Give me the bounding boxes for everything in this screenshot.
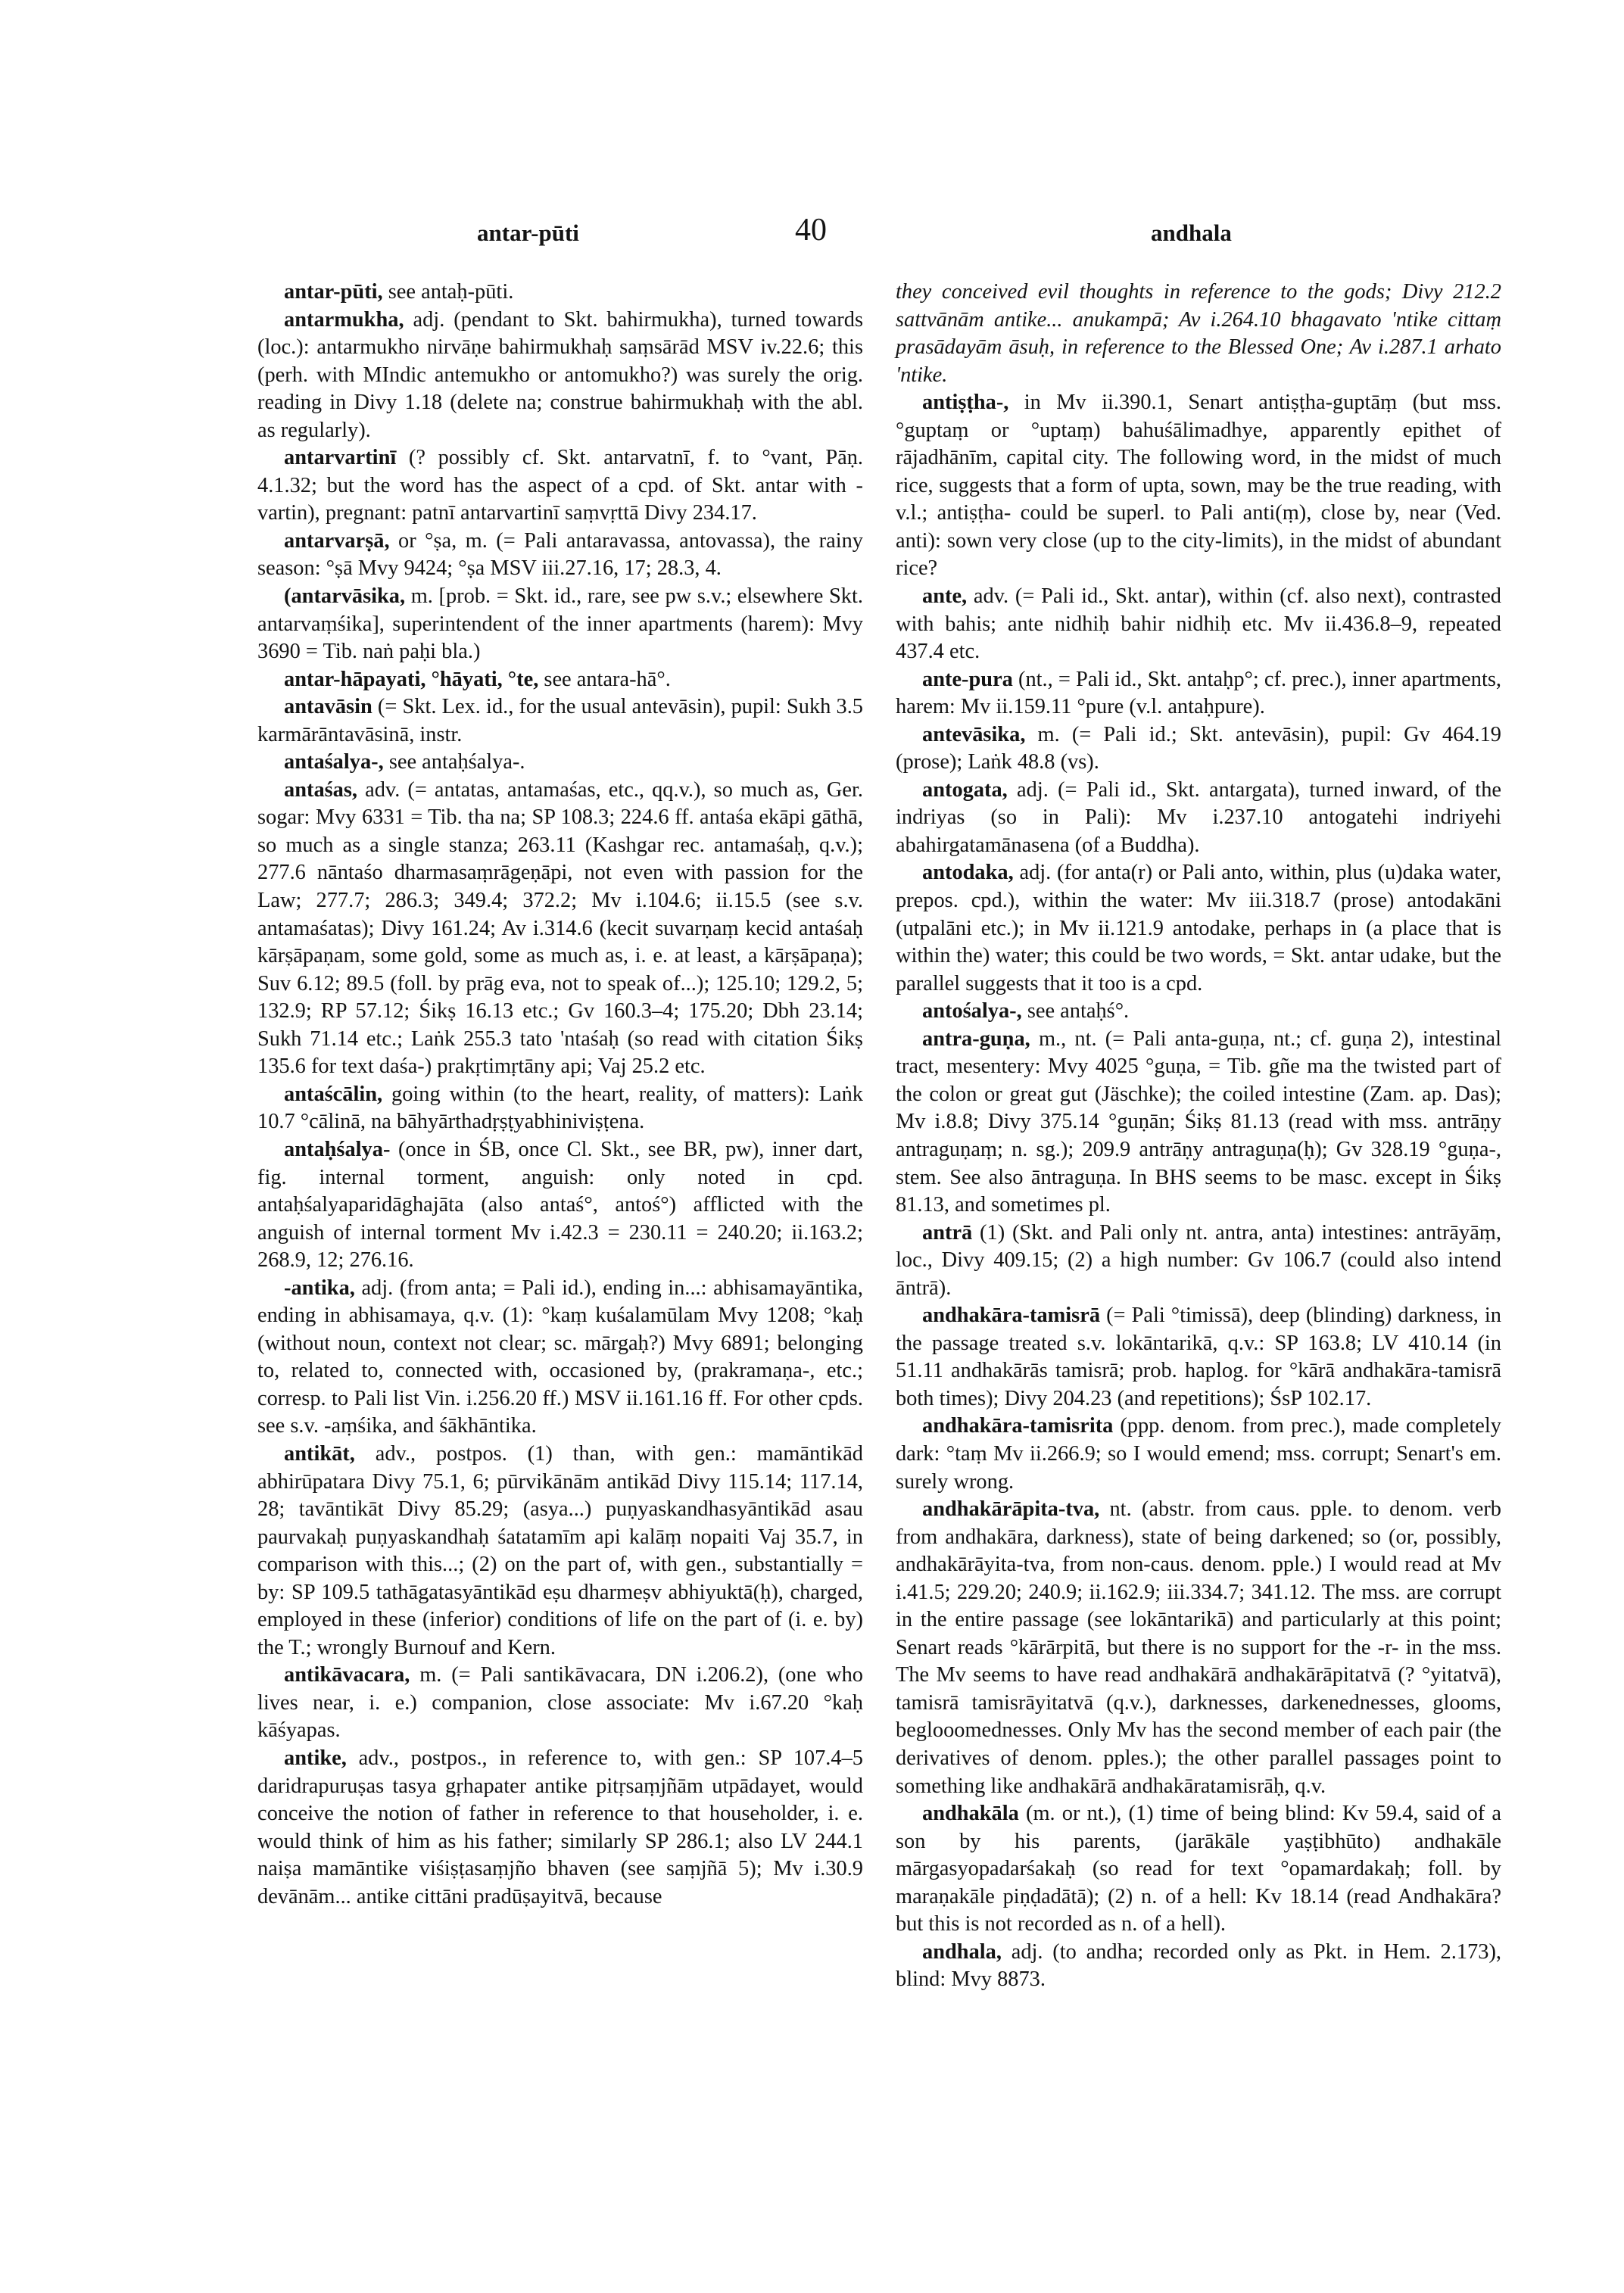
headword: antikāt, [284,1441,355,1466]
dictionary-entry [896,1220,1501,1303]
headword: antra-guṇa, [922,1027,1030,1051]
entry-text: adv. (= antatas, antamaśas, etc., qq.v.), so much as, Ger. sogar: Mvy 6331 = Tib. tha na; SP 108.3; 224.6 ff. antaśa ekāpi gāthā, so much as a single stanza; 263.11 (Kashgar rec. antamaśaḥ, q.v.); 277.6 nāntaśo dharmasaṃrāgeṇāpi, not even with passion for the Law; 277.7; 286.3; 349.4; 372.2; Mv i.104.6; ii.15.5 (see s.v. antamaśatas); Divy 161.24; Av i.314.6 (kecit suvarṇaṃ kecid antaśaḥ kārṣāpaṇam, some gold, some as much as, i. e. at least, a kārṣāpaṇa); Suv 6.12; 89.5 (foll. by prāg eva, not to speak of...); 125.10; 129.2, 5; 132.9; RP 57.12; Śikṣ 16.13 etc.; Gv 160.3–4; 175.20; Dbh 23.14; Sukh 71.14 etc.; Laṅk 255.3 tato 'ntaśaḥ (so read with citation Śikṣ 135.6 for text daśa-) prakṛtimṛtāny api; Vaj 25.2 etc. [257,777,863,1079]
headword: antike, [284,1746,347,1770]
entry-text: m. [prob. = Skt. id., rare, see pw s.v.; elsewhere Skt. antarvaṃśika], superintendent of the inner apartments (harem): Mvy 3690 = Tib. naṅ paḥi bla.) [257,584,863,664]
left-column [257,279,863,1911]
dictionary-entry [257,749,863,777]
headword: antaśas, [284,777,358,802]
headword: ante-pura [922,667,1013,691]
entry-text: adj. (for anta(r) or Pali anto, within, plus (u)daka water, prepos. cpd.), within the water: Mv iii.318.7 (prose) antodakāni (utpalāni etc.); in Mv ii.121.9 antodake, perhaps in (a place that is within the) water; this could be two words, = Skt. antar udake, but the parallel suggests that it too is a cpd. [896,861,1501,995]
headword: antevāsika, [922,722,1026,746]
headword: andhakārāpita-tva, [922,1497,1100,1522]
dictionary-entry [257,1662,863,1745]
headword: antaśalya-, [284,750,384,774]
headword: antogata, [922,777,1008,802]
headword: ante, [922,584,968,609]
entry-text: (1) (Skt. and Pali only nt. antra, anta) intestines: antrāyāṃ, loc., Divy 409.15; (2) a high number: Gv 106.7 (could also intend āntrā). [896,1220,1501,1300]
entry-text: adj. (to andha; recorded only as Pkt. in Hem. 2.173), blind: Mvy 8873. [896,1939,1501,1992]
entry-text: adj. (from anta; = Pali id.), ending in...: abhisamayāntika, ending in abhisamaya, q.v. (1): °kaṃ kuśalamūlam Mvy 1208; °kaḥ (without noun, context not clear; sc. mārgaḥ?) Mvy 6891; belonging to, related to, connected with, occasioned by, (prakramaṇa-, etc.; corresp. to Pali list Vin. i.256.20 ff.) MSV ii.161.16 ff. For other cpds. see s.v. -aṃśika, and śākhāntika. [257,1276,863,1438]
entry-text: they conceived evil thoughts in reference to the gods; Divy 212.2 sattvānām antike... anukampā; Av i.264.10 bhagavato 'ntike cittaṃ prasādayām āsuḥ, in reference to the Blessed One; Av i.287.1 arhato 'ntike. [896,280,1501,387]
dictionary-entry [257,1745,863,1911]
dictionary-entry [896,1302,1501,1413]
dictionary-entry [896,1026,1501,1220]
entry-text: m. (= Pali id.; Skt. antevāsin), pupil: Gv 464.19 (prose); Laṅk 48.8 (vs). [896,722,1501,774]
dictionary-entry [257,1136,863,1275]
headword: antikāvacara, [284,1663,410,1687]
headword: antar-pūti, [284,280,383,304]
entry-text: (? possibly cf. Skt. antarvatnī, f. to °vant, Pāṇ. 4.1.32; but the word has the aspect of a cpd. of Skt. antar with -vartin), pregnant: patnī antarvartinī saṃvṛttā Divy 234.17. [257,446,863,525]
headword: antarmukha, [284,307,404,332]
headword: antośalya-, [922,999,1022,1023]
headword: antavāsin [284,695,372,719]
headword: antrā [922,1220,973,1245]
right-column [896,279,1501,1994]
headword: andhakāra-tamisrita [922,1414,1114,1438]
dictionary-entry [896,666,1501,721]
dictionary-entry [896,859,1501,998]
dictionary-entry [896,1939,1501,1994]
dictionary-entry [896,777,1501,860]
dictionary-entry [896,1413,1501,1496]
dictionary-entry [257,528,863,583]
headword: antiṣṭha-, [922,391,1009,415]
headword: andhala, [922,1939,1002,1964]
entry-text: adv., postpos. (1) than, with gen.: mamāntikād abhirūpatara Divy 75.1, 6; pūrvikānām antikād Divy 115.14; 117.14, 28; tavāntikāt Divy 85.29; (asya...) puṇyaskandhasyāntikād asau paurvakaḥ puṇyaskandhaḥ śatatamīm api kalāṃ nopaiti Vaj 35.7, in comparison with this...; (2) on the part of, with gen., substantially = by: SP 109.5 tathāgatasyāntikād eṣu dharmeṣv abhiyuktā(ḥ), charged, employed in these (inferior) conditions of life on the part of (i. e. by) the T.; wrongly Burnouf and Kern. [257,1441,863,1659]
headword: antarvartinī [284,446,397,470]
dictionary-entry [896,389,1501,583]
dictionary-entry [257,666,863,694]
entry-text: see antara-hā°. [538,667,671,691]
entry-text: adj. (= Pali id., Skt. antargata), turned inward, of the indriyas (so in Pali): Mv i.237.10 antogatehi indriyehi abahirgatamānasena (of a Buddha). [896,777,1501,857]
dictionary-entry [896,583,1501,666]
entry-text: going within (to the heart, reality, of matters): Laṅk 10.7 °cālinā, na bāhyārthadṛṣṭyabhiniviṣṭena. [257,1082,863,1134]
dictionary-entry [257,1081,863,1136]
dictionary-entry [896,721,1501,777]
dictionary-entry [896,1800,1501,1939]
entry-text: in Mv ii.390.1, Senart antiṣṭha-guptāṃ (but mss. °guptaṃ or °uptaṃ) bahuśālimadhye, apparently epithet of rājadhānīm, capital city. The following word, in the midst of much rice, suggests that a form of upta, sown, may be the true reading, with v.l.; antiṣṭha- could be superl. to Pali anti(ṃ), close by, near (Ved. anti): sown very close (up to the city-limits), in the midst of abundant rice? [896,391,1501,581]
entry-text: (= Skt. Lex. id., for the usual antevāsin), pupil: Sukh 3.5 karmārāntavāsinā, instr. [257,695,863,746]
page-number: 40 [795,213,827,248]
dictionary-entry [896,998,1501,1026]
dictionary-entry [896,1496,1501,1800]
entry-text: see antaḥś°. [1021,999,1130,1023]
entry-text: or °ṣa, m. (= Pali antaravassa, antovassa), the rainy season: °ṣā Mvy 9424; °ṣa MSV iii.27.16, 17; 28.3, 4. [257,528,863,581]
headword: (antarvāsika, [284,584,406,609]
dictionary-entry [257,777,863,1081]
entry-text: (once in ŚB, once Cl. Skt., see BR, pw), inner dart, fig. internal torment, anguish: only noted in cpd. antaḥśalyaparidāghajāta (also antaś°, antoś°) afflicted with the anguish of internal torment Mv i.42.3 = 230.11 = 240.20; ii.163.2; 268.9, 12; 276.16. [257,1137,863,1273]
dictionary-entry-continued [896,279,1501,389]
entry-text: m., nt. (= Pali anta-guṇa, nt.; cf. guṇa 2), intestinal tract, mesentery: Mvy 4025 °guṇa, = Tib. gñe ma the twisted part of the colon or great gut (Jäschke); the coiled intestine (Zam. ap. Das); Mv i.8.8; Divy 375.14 °guṇān; Śikṣ 81.13 (read with mss. antrāṇy antraguṇaṃ; n. sg.); 209.9 antrāṇy antraguṇa(ḥ); Gv 328.19 °guṇa-, stem. See also āntraguṇa. In BHS seems to be masc. except in Śikṣ 81.13, and sometimes pl. [896,1027,1501,1217]
headword: antar-hāpayati, °hāyati, °te, [284,667,539,691]
entry-text: see antaḥśalya-. [383,750,525,774]
dictionary-entry [257,1275,863,1441]
header-left-guideword: antar-pūti [477,220,579,246]
entry-text: see antaḥ-pūti. [382,280,514,304]
headword: antaścālin, [284,1082,383,1106]
dictionary-entry [257,444,863,528]
dictionary-entry [257,583,863,666]
dictionary-entry [257,307,863,445]
headword: andhakāra-tamisrā [922,1304,1101,1328]
dictionary-entry [257,1441,863,1662]
entry-text: m. (= Pali santikāvacara, DN i.206.2), (one who lives near, i. e.) companion, close associate: Mv i.67.20 °kaḥ kāśyapas. [257,1663,863,1743]
entry-text: adj. (pendant to Skt. bahirmukha), turned towards (loc.): antarmukho nirvāṇe bahirmukhaḥ saṃsārād MSV iv.22.6; this (perh. with MIndic antemukho or antomukho?) was surely the orig. reading in Divy 1.18 (delete na; construe bahirmukhaḥ with the abl. as regularly). [257,307,863,442]
entry-text: (nt., = Pali id., Skt. antaḥp°; cf. prec.), inner apartments, harem: Mv ii.159.11 °pure (v.l. antaḥpure). [896,667,1501,719]
dictionary-entry [257,693,863,749]
entry-text: adv. (= Pali id., Skt. antar), within (cf. also next), contrasted with bahis; ante nidhiḥ bahir nidhiḥ etc. Mv ii.436.8–9, repeated 437.4 etc. [896,584,1501,664]
entry-text: (m. or nt.), (1) time of being blind: Kv 59.4, said of a son by his parents, (jarākāle yaṣṭibhūto) andhakāle mārgasyopadarśakaḥ (so read for text °opamardakaḥ; foll. by maraṇakāle piṇḍadātā); (2) n. of a hell: Kv 18.14 (read Andhakāra? but this is not recorded as n. of a hell). [896,1802,1501,1936]
headword: -antika, [284,1276,355,1300]
entry-text: adv., postpos., in reference to, with gen.: SP 107.4–5 daridrapuruṣas tasya gṛhapater antike pitṛsaṃjñām utpādayet, would conceive the notion of father in reference to that householder, i. e. would think of him as his father; similarly SP 286.1; also LV 244.1 naiṣa mamāntike viśiṣṭasaṃjño bhaven (see saṃjñā 5); Mv i.30.9 devānām... antike cittāni pradūṣayitvā, because [257,1746,863,1908]
dictionary-entry [257,279,863,307]
headword: antarvarṣā, [284,528,390,553]
entry-text: nt. (abstr. from caus. pple. to denom. verb from andhakāra, darkness), state of being darkened; so (or, possibly, andhakārāyita-tva, from non-caus. denom. pple.) I would read at Mv i.41.5; 229.20; 240.9; ii.162.9; iii.334.7; 341.12. The mss. are corrupt in the entire passage (see lokāntarikā) and particularly at this point; Senart reads °kārārpitā, but there is no support for the -r- in the mss. The Mv seems to have read andhakārā andhakārāpitatvā (? °yitatvā), tamisrā tamisrāyitatvā (q.v.), darknesses, darkenednesses, glooms, beglooomednesses. Only Mv has the second member of each pair (the derivatives of denom. pples.); the other parallel passages point to something like andhakārā andhakāratamisrāḥ, q.v. [896,1497,1501,1798]
headword: antodaka, [922,861,1014,885]
headword: andhakāla [922,1802,1019,1826]
headword: antaḥśalya- [284,1137,391,1161]
page-header [0,213,1624,265]
entry-text: (ppp. denom. from prec.), made completely dark: °taṃ Mv ii.266.9; so I would emend; mss. corrupt; Senart's em. surely wrong. [896,1414,1501,1494]
header-right-guideword: andhala [1151,220,1232,246]
entry-text: (= Pali °timissā), deep (blinding) darkness, in the passage treated s.v. lokāntarikā, q.v.: SP 163.8; LV 410.14 (in 51.11 andhakārās tamisrā; prob. haplog. for °kārā andhakāra-tamisrā both times); Divy 204.23 (and repetitions); ŚsP 102.17. [896,1304,1501,1410]
